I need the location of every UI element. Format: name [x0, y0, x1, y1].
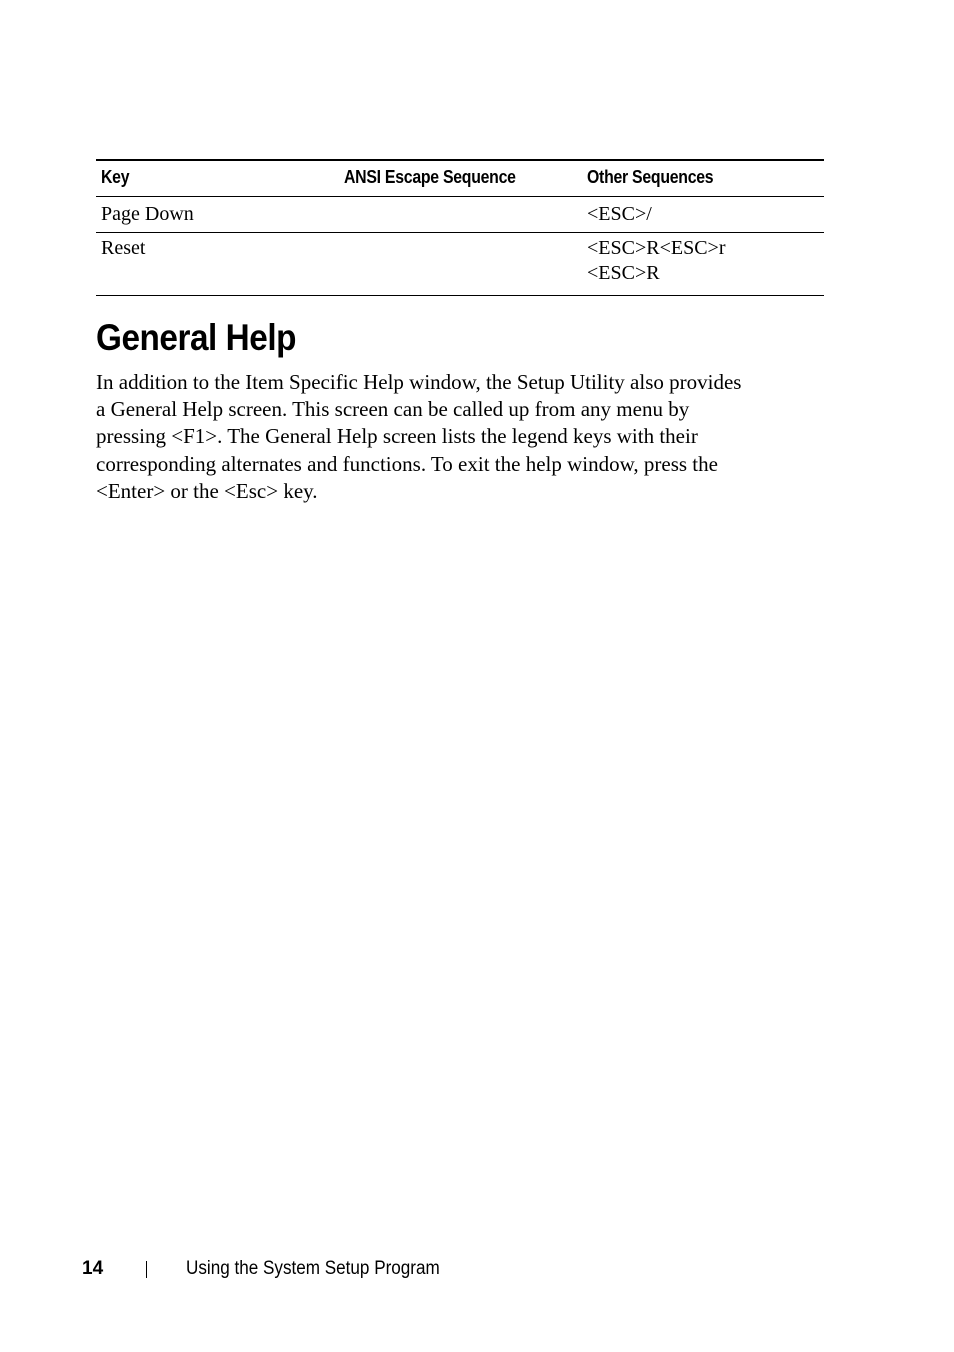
body-paragraph	[96, 369, 826, 505]
paragraph-line: In addition to the Item Specific Help window, the Setup Utility also provides	[96, 370, 742, 394]
table-cell-other	[582, 233, 824, 296]
footer-chapter-title: Using the System Setup Program	[186, 1258, 440, 1279]
paragraph-line: <Enter> or the <Esc> key.	[96, 478, 318, 503]
table-cell-other	[582, 197, 824, 233]
key-sequence-table	[96, 159, 824, 296]
footer-divider	[146, 1261, 147, 1278]
sequence-line: <ESC>R	[587, 262, 660, 284]
paragraph-line: corresponding alternates and functions. To exit the help window, press the	[96, 451, 718, 476]
table-row	[96, 197, 824, 233]
column-header-ansi: ANSI Escape Sequence	[344, 166, 516, 187]
section-heading: General Help	[96, 317, 297, 358]
table-row	[96, 233, 824, 296]
page-number: 14	[82, 1258, 104, 1279]
sequence-line: <ESC>R<ESC>r	[587, 237, 726, 259]
table-cell-key: Reset	[101, 237, 146, 259]
paragraph-line: a General Help screen. This screen can be called up from any menu by	[96, 397, 690, 422]
column-header-other: Other Sequences	[587, 166, 714, 187]
sequence-line: <ESC>/	[587, 203, 652, 225]
paragraph-line: pressing <F1>. The General Help screen lists the legend keys with their	[96, 424, 698, 449]
column-header-key: Key	[101, 166, 130, 187]
table-cell-ansi	[339, 197, 582, 233]
page-footer	[82, 1256, 682, 1282]
table-cell-key: Page Down	[101, 203, 194, 225]
table-header-row	[96, 160, 824, 197]
table-cell-ansi	[339, 233, 582, 296]
